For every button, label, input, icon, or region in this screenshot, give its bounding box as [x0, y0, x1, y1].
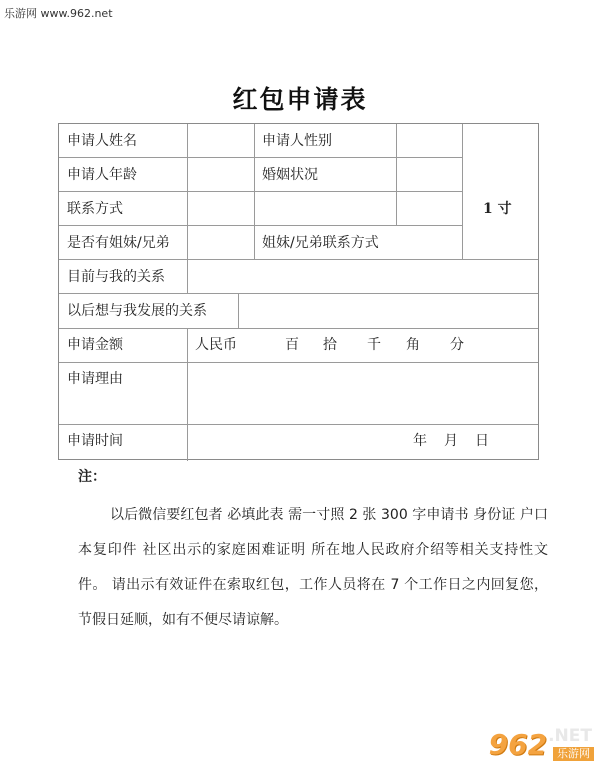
siblings-label: 是否有姐妹/兄弟 [67, 235, 170, 251]
watermark-logo-number: 962 [488, 728, 548, 761]
amount-unit-fen: 分 [450, 337, 464, 353]
reason-label: 申请理由 [67, 371, 123, 387]
amount-unit-jiao: 角 [406, 337, 420, 353]
marital-status-label: 婚姻状况 [262, 167, 318, 183]
notes-section [78, 466, 548, 638]
current-relation-label: 目前与我的关系 [67, 269, 165, 285]
amount-label: 申请金额 [67, 337, 123, 353]
watermark-logo-suffix: .NET [548, 726, 592, 746]
amount-unit-hundred: 百 [285, 337, 299, 353]
contact-label: 联系方式 [67, 201, 123, 217]
application-time-label: 申请时间 [67, 433, 123, 449]
watermark-logo-site: 乐游网 [553, 747, 594, 761]
application-form-table [58, 123, 539, 460]
future-relation-label: 以后想与我发展的关系 [67, 303, 207, 319]
date-unit-month: 月 [444, 433, 458, 449]
date-unit-day: 日 [475, 433, 489, 449]
applicant-gender-label: 申请人性别 [262, 133, 332, 149]
form-title: 红包申请表 [232, 85, 368, 114]
amount-currency: 人民币 [195, 337, 237, 353]
amount-unit-ten: 拾 [323, 337, 337, 353]
applicant-name-label: 申请人姓名 [67, 133, 137, 149]
amount-unit-thousand: 千 [367, 337, 381, 353]
sibling-contact-label: 姐妹/兄弟联系方式 [262, 235, 379, 251]
date-unit-year: 年 [413, 433, 427, 449]
notes-text: 以后微信要红包者 必填此表 需一寸照 2 张 300 字申请书 身份证 户口本复印件 社区出示的家庭困难证明 所在地人民政府介绍等相关支持性文件。 请出示有效证件在索取红包，工作人员将在 7 个工作日之内回复您，节假日延顺，如有不便尽请谅解。 [78, 507, 548, 628]
photo-size-label: 1 寸 [483, 201, 512, 217]
notes-label: 注： [78, 469, 106, 485]
watermark-site-text: 乐游网 www.962.net [4, 7, 113, 20]
applicant-age-label: 申请人年龄 [67, 167, 137, 183]
